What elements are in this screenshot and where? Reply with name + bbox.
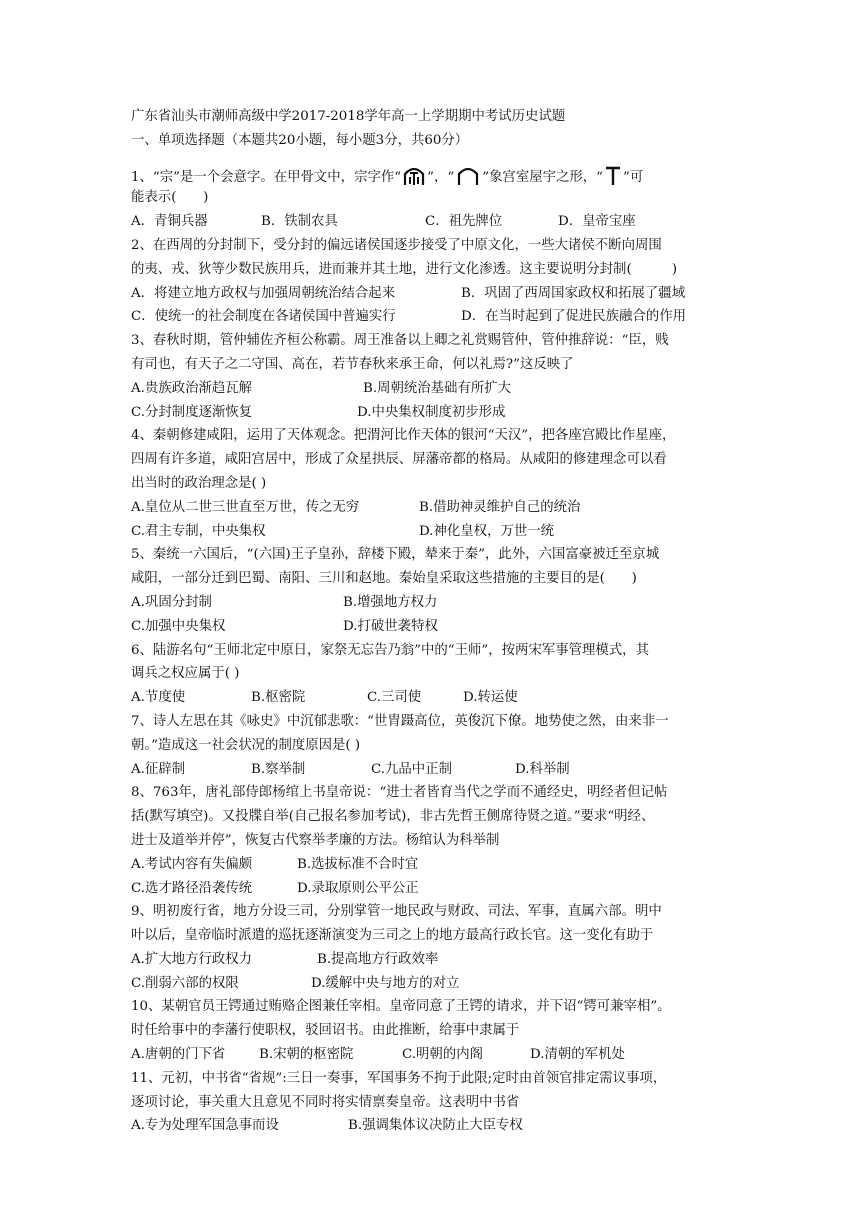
question-3-options-row-1 <box>131 377 731 401</box>
question-4-stem-line-1: 4、秦朝修建咸阳，运用了天体观念。把渭河比作天体的银河“天汉”，把各座宫殿比作星座， <box>131 428 676 444</box>
exam-title: 广东省汕头市潮师高级中学2017-2018学年高一上学期期中考试历史试题 <box>131 109 566 124</box>
q1-option-c[interactable]: C．祖先牌位 <box>425 214 503 230</box>
q9-option-c[interactable]: C.削弱六部的权限 <box>131 975 239 991</box>
q8-option-c[interactable]: C.选才路径沿袭传统 <box>131 880 253 896</box>
q1-option-d[interactable]: D．皇帝宝座 <box>558 214 636 230</box>
question-11-options-row-1 <box>131 1114 731 1138</box>
q8-option-a[interactable]: A.考试内容有失偏颇 <box>131 856 253 872</box>
question-7-options <box>131 758 731 782</box>
question-4-stem-line-3: 出当时的政治理念是( ) <box>131 475 267 491</box>
question-1-stem-line-2: 能表示( ) <box>131 190 209 206</box>
q8-option-d[interactable]: D.录取原则公平公正 <box>297 880 419 896</box>
q5-option-a[interactable]: A.巩固分封制 <box>131 594 212 610</box>
q11-option-b[interactable]: B.强调集体议决防止大臣专权 <box>348 1118 523 1134</box>
q9-option-b[interactable]: B.提高地方行政效率 <box>317 951 439 967</box>
question-5-options-row-2 <box>131 615 731 639</box>
question-6-stem-line-1: 6、陆游名句“王师北定中原日，家祭无忘告乃翁”中的“王师”，按两宋军事管理模式，其 <box>131 642 649 658</box>
question-7-stem-line-2: 朝。”造成这一社会状况的制度原因是( ) <box>131 737 361 753</box>
question-2-stem-line-1: 2、在西周的分封制下，受分封的偏远诸侯国逐步接受了中原文化，一些大诸侯不断向周围 <box>131 237 662 253</box>
q10-option-d[interactable]: D.清朝的军机处 <box>530 1047 625 1063</box>
question-2-options-row-2 <box>131 305 731 329</box>
question-2-stem-line-2: 的夷、戎、狄等少数民族用兵，进而兼并其土地，进行文化渗透。这主要说明分封制( ) <box>131 261 678 277</box>
q3-option-c[interactable]: C.分封制度逐渐恢复 <box>131 404 253 420</box>
question-4-options-row-2 <box>131 520 731 544</box>
q1-text-b: ”，“ <box>427 169 455 185</box>
q6-option-b[interactable]: B.枢密院 <box>251 690 306 706</box>
q7-option-c[interactable]: C.九品中正制 <box>371 761 452 777</box>
q2-option-d[interactable]: D．在当时起到了促进民族融合的作用 <box>461 309 686 325</box>
question-9-stem-line-2: 叶以后，皇帝临时派遣的巡抚逐渐演变为三司之上的地方最高行政长官。这一变化有助于 <box>131 928 654 944</box>
altar-oracle-glyph-icon <box>604 163 622 187</box>
question-6-stem-line-2: 调兵之权应属于( ) <box>131 666 240 682</box>
question-6-options <box>131 686 731 710</box>
question-1-stem <box>131 163 731 187</box>
question-9-options-row-1 <box>131 948 731 972</box>
q3-option-a[interactable]: A.贵族政治渐趋瓦解 <box>131 380 253 396</box>
question-8-options-row-2 <box>131 877 731 901</box>
q2-option-a[interactable]: A．将建立地方政权与加强周朝统治结合起来 <box>131 285 396 301</box>
q6-option-d[interactable]: D.转运使 <box>463 690 518 706</box>
q5-option-c[interactable]: C.加强中央集权 <box>131 618 226 634</box>
q7-option-a[interactable]: A.征辟制 <box>131 761 186 777</box>
q1-text-d: ”可 <box>623 169 644 185</box>
q5-option-d[interactable]: D.打破世袭特权 <box>343 618 438 634</box>
q4-option-c[interactable]: C.君主专制，中央集权 <box>131 523 266 539</box>
q4-option-a[interactable]: A.皇位从二世三世直至万世，传之无穷 <box>131 499 360 515</box>
question-4-options-row-1 <box>131 496 731 520</box>
q3-option-b[interactable]: B.周朝统治基础有所扩大 <box>363 380 512 396</box>
section-heading: 一、单项选择题（本题共20小题，每小题3分，共60分） <box>131 132 469 148</box>
q2-option-c[interactable]: C．使统一的社会制度在各诸侯国中普遍实行 <box>131 309 396 325</box>
question-5-options-row-1 <box>131 591 731 615</box>
q3-option-d[interactable]: D.中央集权制度初步形成 <box>357 404 506 420</box>
q8-option-b[interactable]: B.选拔标准不合时宜 <box>297 856 419 872</box>
zong-oracle-glyph-icon <box>402 163 426 187</box>
question-9-options-row-2 <box>131 972 731 996</box>
q5-option-b[interactable]: B.增强地方权力 <box>343 594 438 610</box>
question-3-options-row-2 <box>131 401 731 425</box>
question-8-options-row-1 <box>131 853 731 877</box>
roof-oracle-glyph-icon <box>455 163 481 187</box>
q9-option-a[interactable]: A.扩大地方行政权力 <box>131 951 253 967</box>
question-5-stem-line-1: 5、秦统一六国后，“(六国)王子皇孙，辞楼下殿，辇来于秦”，此外，六国富豪被迁至京城 <box>131 547 660 563</box>
q1-option-b[interactable]: B．铁制农具 <box>261 214 338 230</box>
question-3-stem-line-2: 有司也，有天子之二守国、高在，若节春秋来承王命，何以礼焉?”这反映了 <box>131 356 574 372</box>
q9-option-d[interactable]: D.缓解中央与地方的对立 <box>311 975 460 991</box>
question-3-stem-line-1: 3、春秋时期，管仲辅佐齐桓公称霸。周王准备以上卿之礼赏赐管仲，管仲推辞说：“臣，贱 <box>131 333 669 349</box>
q11-option-a[interactable]: A.专为处理军国急事而设 <box>131 1118 279 1134</box>
exam-content <box>131 105 731 1138</box>
question-10-stem-line-1: 10、某朝官员王锷通过贿赂企图兼任宰相。皇帝同意了王锷的请求，并下诏“锷可兼宰相”。 <box>131 999 671 1015</box>
question-11-stem-line-1: 11、元初，中书省“省规”:三日一奏事，军国事务不拘于此限;定时由首领官排定需议事项， <box>131 1070 667 1086</box>
question-8-stem-line-2: 括(默写填空)。又投牒自举(自己报名参加考试)，非古先哲王侧席待贤之道。”要求“明经、 <box>131 809 655 825</box>
question-2-options-row-1 <box>131 282 731 306</box>
q2-option-b[interactable]: B．巩固了西周国家政权和拓展了疆域 <box>461 285 686 301</box>
q10-option-b[interactable]: B.宋朝的枢密院 <box>259 1047 354 1063</box>
q4-option-b[interactable]: B.借助神灵维护自己的统治 <box>419 499 581 515</box>
q1-option-a[interactable]: A．青铜兵器 <box>131 214 208 230</box>
q7-option-d[interactable]: D.科举制 <box>515 761 570 777</box>
question-8-stem-line-1: 8、763年，唐礼部侍郎杨绾上书皇帝说：“进士者皆育当代之学而不通经史，明经者但记帖 <box>131 785 668 801</box>
question-10-options <box>131 1043 731 1067</box>
q7-option-b[interactable]: B.察举制 <box>251 761 306 777</box>
q6-option-c[interactable]: C.三司使 <box>367 690 422 706</box>
question-8-stem-line-3: 进士及道举并停”，恢复古代察举孝廉的方法。杨绾认为科举制 <box>131 832 500 848</box>
q1-text-c: ”象宫室屋宇之形，“ <box>482 169 604 185</box>
q1-text-a: 1、“宗”是一个会意字。在甲骨文中，宗字作“ <box>131 169 402 185</box>
question-4-stem-line-2: 四周有许多道，咸阳宫居中，形成了众星拱辰、屏藩帝都的格局。从咸阳的修建理念可以看 <box>131 452 667 468</box>
question-9-stem-line-1: 9、明初废行省，地方分设三司，分别掌管一地民政与财政、司法、军事，直属六部。明中 <box>131 904 662 920</box>
q4-option-d[interactable]: D.神化皇权，万世一统 <box>419 523 555 539</box>
question-10-stem-line-2: 时任给事中的李藩行使职权，驳回诏书。由此推断，给事中隶属于 <box>131 1023 520 1039</box>
q10-option-c[interactable]: C.明朝的内阁 <box>402 1047 483 1063</box>
question-5-stem-line-2: 咸阳，一部分迁到巴蜀、南阳、三川和赵地。秦始皇采取这些措施的主要目的是( ) <box>131 571 637 587</box>
q10-option-a[interactable]: A.唐朝的门下省 <box>131 1047 226 1063</box>
question-11-stem-line-2: 逐项讨论，事关重大且意见不同时将实情禀奏皇帝。这表明中书省 <box>131 1094 520 1110</box>
q6-option-a[interactable]: A.节度使 <box>131 690 186 706</box>
question-7-stem-line-1: 7、诗人左思在其《咏史》中沉郁悲歌：“世胄蹑高位，英俊沉下僚。地势使之然，由来非一 <box>131 713 669 729</box>
question-1-options <box>131 210 731 234</box>
